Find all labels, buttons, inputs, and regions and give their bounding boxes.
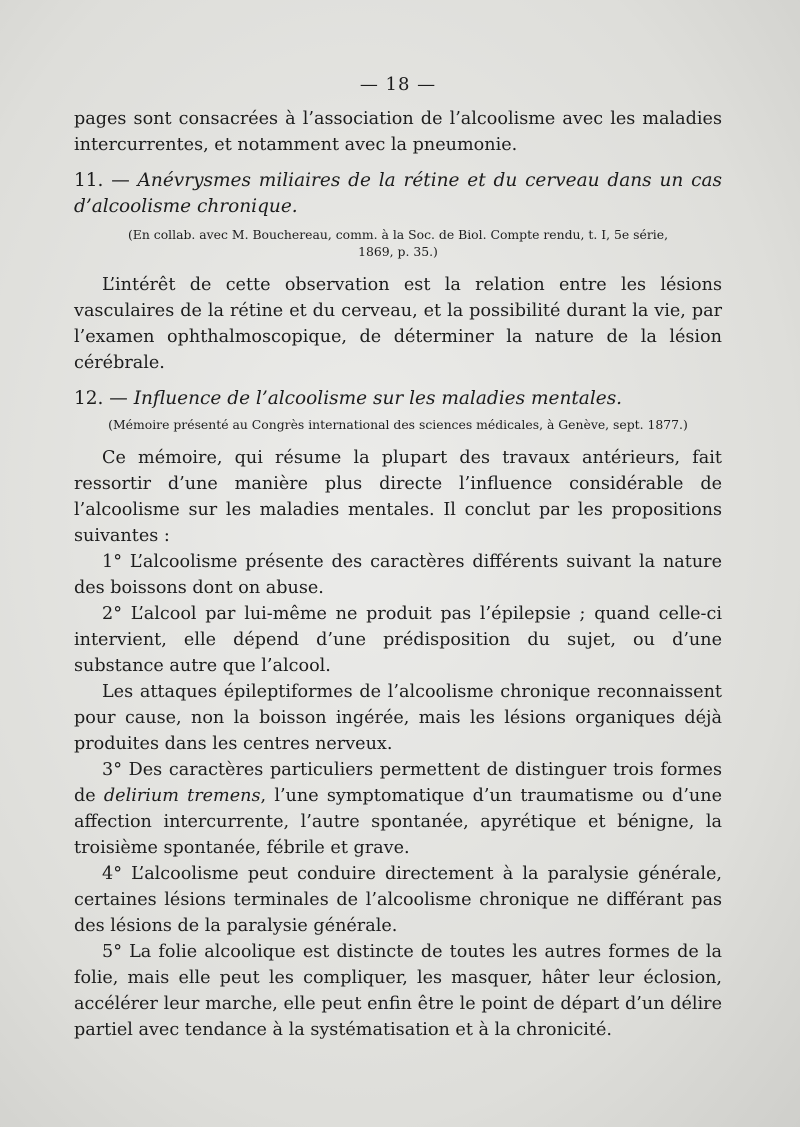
item-11-title-text: Anévrysmes miliaires de la rétine et du cerveau dans un cas d’alcoolisme chronique.	[74, 170, 722, 217]
item-12-title	[74, 386, 722, 412]
proposition-1: 1° L’alcoolisme présente des caractères différents suivant la nature des boissons dont on abuse.	[74, 552, 722, 598]
proposition-2-cont: Les attaques épileptiformes de l’alcoolisme chronique reconnaissent pour cause, non la boisson ingérée, mais les lésions organiques déjà produites dans les centres nerveux.	[74, 682, 722, 754]
proposition-3-a: 3° Des caractères particuliers permettent de distinguer trois formes de	[74, 760, 722, 806]
page-number: — 18 —	[359, 74, 437, 95]
memoire-paragraph: Ce mémoire, qui résume la plupart des travaux antérieurs, fait ressortir d’une manière plus directe l’influence considérable de l’alcoolisme sur les maladies mentales. Il conclut par les propositions suivantes :	[74, 448, 722, 546]
proposition-2: 2° L’alcool par lui-même ne produit pas l’épilepsie ; quand celle-ci intervient, elle dépend d’une prédisposition du sujet, ou d’une substance autre que l’alcool.	[74, 604, 722, 676]
proposition-4: 4° L’alcoolisme peut conduire directement à la paralysie générale, certaines lésions terminales de l’alcoolisme chronique ne différant pas des lésions de la paralysie générale.	[74, 864, 722, 936]
proposition-5: 5° La folie alcoolique est distincte de toutes les autres formes de la folie, mais elle peut les compliquer, les masquer, hâter leur éclosion, accélérer leur marche, elle peut enfin être le point de départ d’un délire partiel avec tendance à la systématisation et à la chronicité.	[74, 942, 722, 1040]
proposition-3-italic: delirium tremens	[103, 786, 261, 806]
item-11-number: 11. —	[74, 170, 130, 191]
proposition-3	[74, 757, 722, 861]
item-11-body: L’intérêt de cette observation est la relation entre les lésions vasculaires de la rétine et du cerveau, et la possibilité durant la vie, par l’examen ophthalmoscopique, de déterminer la nature de la lésion cérébrale.	[74, 275, 722, 373]
item-12-number: 12. —	[74, 388, 128, 409]
proposition-3-b: , l’une symptomatique d’un traumatisme ou d’une affection intercurrente, l’autre spontanée, apyrétique et bénigne, la troisième spontanée, fébrile et grave.	[74, 786, 722, 858]
item-12-title-text: Influence de l’alcoolisme sur les maladies mentales.	[133, 388, 623, 409]
page-content	[74, 72, 722, 1043]
item-11-note: (En collab. avec M. Bouchereau, comm. à la Soc. de Biol. Compte rendu, t. I, 5e série, 1869, p. 35.)	[127, 227, 669, 259]
item-11-title	[74, 168, 722, 220]
paragraph-continuation: pages sont consacrées à l’association de l’alcoolisme avec les maladies intercurrentes, et notamment avec la pneumonie.	[74, 109, 722, 155]
item-12-note: (Mémoire présenté au Congrès international des sciences médicales, à Genève, sept. 1877.)	[108, 417, 688, 432]
